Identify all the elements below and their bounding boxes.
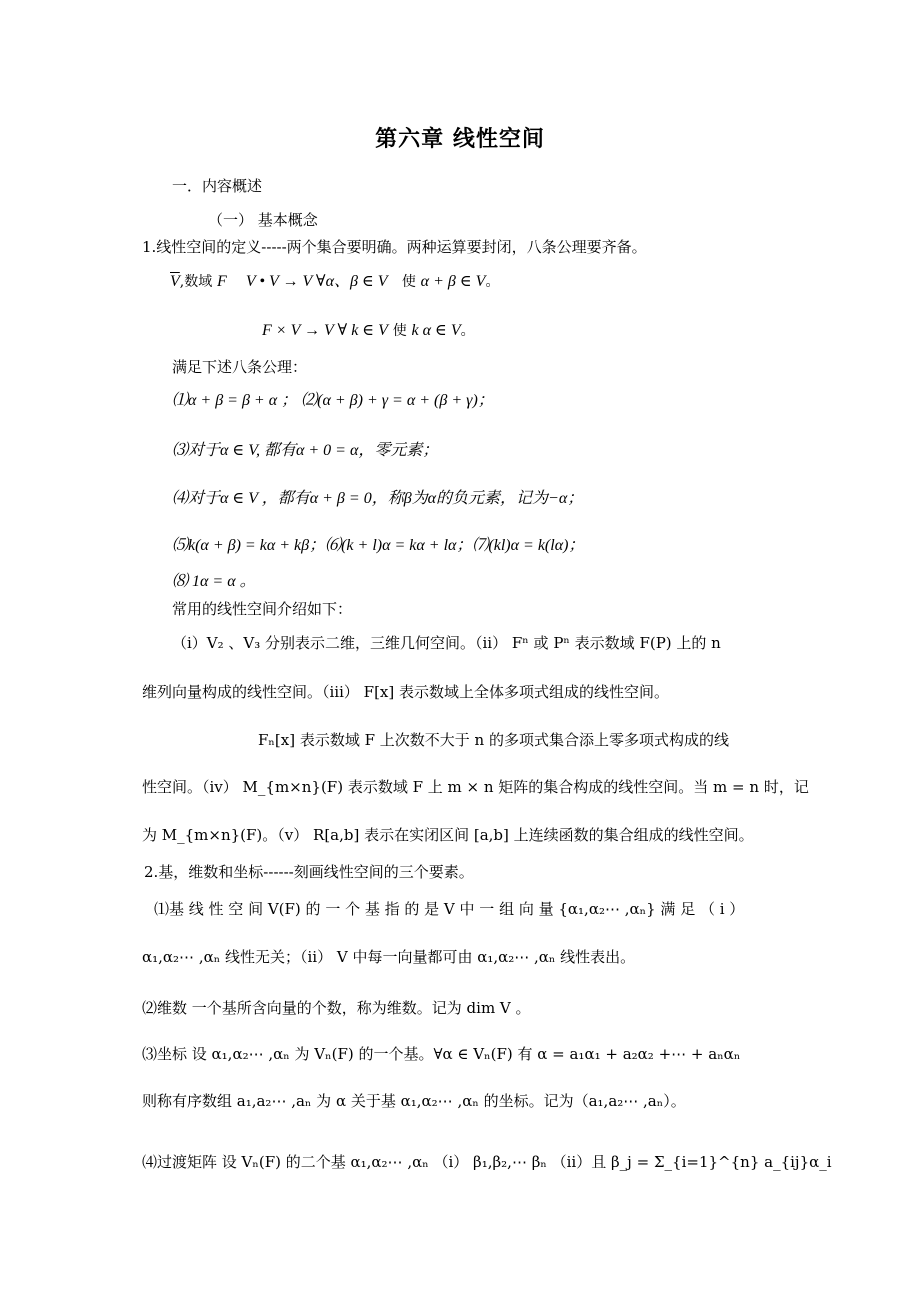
spaces-line-1: （ⅰ）V₂ 、V₃ 分别表示二维，三维几何空间。（ⅱ） Fⁿ 或 Pⁿ 表示数域 F(P) 上的 n <box>172 634 721 652</box>
item-2-basis: 2.基，维数和坐标------刻画线性空间的三个要素。 <box>144 863 474 881</box>
axiom-1-2: ⑴α + β = β + α ； ⑵(α + β) + γ = α + (β + γ)； <box>172 392 494 409</box>
coordinates-line-1: ⑶坐标 设 α₁,α₂⋯ ,αₙ 为 Vₙ(F) 的一个基。∀α ∈ Vₙ(F) 有 α = a₁α₁ + a₂α₂ +⋯ + aₙαₙ <box>142 1045 741 1063</box>
coordinates-line-2: 则称有序数组 a₁,a₂⋯ ,aₙ 为 α 关于基 α₁,α₂⋯ ,αₙ 的坐标。记为（a₁,a₂⋯ ,aₙ）。 <box>142 1092 686 1110</box>
basis-line-1: ⑴基 线 性 空 间 V(F) 的 一 个 基 指 的 是 V 中 一 组 向 量 {α₁,α₂⋯ ,αₙ} 满 足 （ ⅰ ） <box>154 900 745 918</box>
definition-line-2: F × V → V ∀ k ∈ V 使 k α ∈ V。 <box>262 322 475 339</box>
subsection-heading: （一） 基本概念 <box>208 211 318 229</box>
common-spaces-intro: 常用的线性空间介绍如下： <box>172 600 353 618</box>
transition-matrix-line: ⑷过渡矩阵 设 Vₙ(F) 的二个基 α₁,α₂⋯ ,αₙ （ⅰ） β₁,β₂,⋯ βₙ （ⅱ）且 β_j = Σ_{i=1}^{n} a_{ij}α_i <box>142 1153 832 1171</box>
spaces-line-3: Fₙ[x] 表示数域 F 上次数不大于 n 的多项式集合添上零多项式构成的线 <box>258 731 729 749</box>
spaces-line-2: 维列向量构成的线性空间。（ⅲ） F[x] 表示数域上全体多项式组成的线性空间。 <box>142 683 670 701</box>
spaces-line-5: 为 M_{m×n}(F)。（ⅴ） R[a,b] 表示在实闭区间 [a,b] 上连续函数的集合组成的线性空间。 <box>142 826 754 844</box>
definition-line-1: $\overline{V}$,数域 F V • V → V ∀α、β ∈ V 使 α + β ∈ V。 <box>170 273 500 290</box>
chapter-title: 第六章 线性空间 <box>375 126 545 152</box>
space-symbol: $\overline{V}$ <box>170 273 180 290</box>
basis-line-2: α₁,α₂⋯ ,αₙ 线性无关；（ⅱ） V 中每一向量都可由 α₁,α₂⋯ ,αₙ 线性表出。 <box>142 948 636 966</box>
section-heading: 一．内容概述 <box>172 177 263 195</box>
item-1-definition: 1.线性空间的定义-----两个集合要明确。两种运算要封闭，八条公理要齐备。 <box>142 238 647 256</box>
addition-closure: V • V → V ∀α、β ∈ V <box>245 273 388 290</box>
axiom-8: ⑻ 1α = α 。 <box>172 573 256 590</box>
axioms-intro: 满足下述八条公理： <box>172 358 308 376</box>
axiom-4: ⑷对于α ∈ V ，都有α + β = 0，称β为α的负元素，记为−α； <box>172 490 584 507</box>
dimension-line: ⑵维数 一个基所含向量的个数，称为维数。记为 dim V 。 <box>142 999 531 1017</box>
spaces-line-4: 性空间。（ⅳ） M_{m×n}(F) 表示数域 F 上 m × n 矩阵的集合构成的线性空间。当 m = n 时，记 <box>142 778 809 796</box>
axiom-3: ⑶对于α ∈ V, 都有α + 0 = α，零元素； <box>172 442 439 459</box>
scalar-closure: F × V → V ∀ k ∈ V <box>262 322 388 339</box>
axiom-5-7: ⑸k(α + β) = kα + kβ；⑹(k + l)α = kα + lα；⑺(kl)α = k(lα)； <box>172 537 585 554</box>
